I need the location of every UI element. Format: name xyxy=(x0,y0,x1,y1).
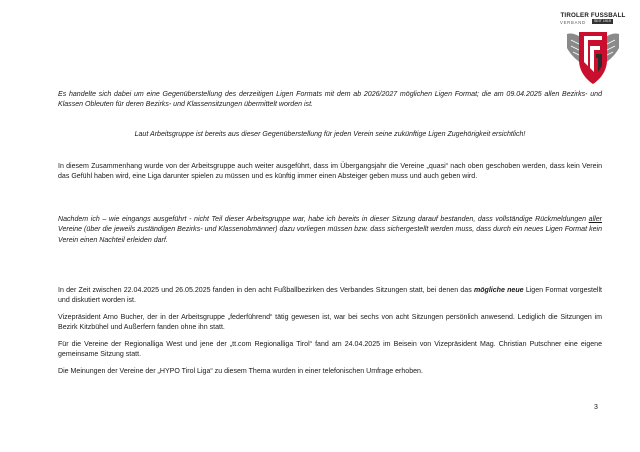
paragraph-working-group-note: Laut Arbeitsgruppe ist bereits aus dieser Gegenüberstellung für jeden Verein seine zukünftige Ligen Zugehörigkeit ersichtlich! xyxy=(134,131,526,138)
paragraph-text: Ligen Format vorgestellt und diskutiert worden ist. xyxy=(58,287,602,305)
paragraph-feedback-requirement xyxy=(58,215,602,246)
logo-title: TIROLER FUSSBALL xyxy=(560,12,626,19)
paragraph-transition-year: In diesem Zusammenhang wurde von der Arbeitsgruppe auch weiter ausgeführt, dass im Übergangsjahr die Vereine „quasi“ nach oben geschoben werden, dass kein Verein das Gefühl haben wird, eine Liga darunter spielen zu müssen und es künftig immer einen Absteiger geben muss und auch geben wird. xyxy=(58,163,602,181)
logo-since: SEIT 1919 xyxy=(594,19,611,23)
paragraph-district-meetings xyxy=(58,286,602,307)
paragraph-text: Nachdem ich – wie eingangs ausgeführt - nicht Teil dieser Arbeitsgruppe war, habe ich bereits in dieser Sitzung darauf bestanden, dass vollständige Rückmeldungen xyxy=(58,216,589,223)
tfv-logo xyxy=(556,12,630,90)
page-number: 3 xyxy=(594,404,598,411)
emphasized-phrase: mögliche neue xyxy=(473,287,524,294)
logo-subtitle: VERBAND xyxy=(560,20,586,25)
underlined-word: aller xyxy=(588,216,602,223)
paragraph-text: Vereine (über die jeweils zuständigen Bezirks- und Klassenobmänner) dazu vorliegen müssen bzw. dass sichergestellt werden muss, dass durch ein neues Ligen Format kein Verein einen Nachteil erleiden darf. xyxy=(58,226,602,244)
eagle-emblem-icon xyxy=(563,26,623,90)
paragraph-hypo-liga-survey: Die Meinungen der Vereine der „HYPO Tirol Liga“ zu diesem Thema wurden in einer telefonischen Umfrage erhoben. xyxy=(58,368,423,375)
paragraph-format-comparison: Es handelte sich dabei um eine Gegenüberstellung des derzeitigen Ligen Formats mit dem ab 2026/2027 möglichen Ligen Format; die am 09.04.2025 allen Bezirks- und Klassen Obleuten für deren Bezirks- und Klassensitzungen übermittelt worden ist. xyxy=(58,91,602,109)
paragraph-regional-league-meeting: Für die Vereine der Regionalliga West und jene der „tt.com Regionalliga Tirol“ fand am 24.04.2025 im Beisein von Vizepräsident Mag. Christian Putschner eine eigene gemeinsame Sitzung statt. xyxy=(58,341,602,359)
paragraph-vice-president-attendance: Vizepräsident Arno Bucher, der in der Arbeitsgruppe „federführend“ tätig gewesen ist, war bei sechs von acht Sitzungen persönlich anwesend. Lediglich die Sitzungen im Bezirk Kitzbühel und Außerfern fanden ohne ihn statt. xyxy=(58,314,602,332)
paragraph-text: In der Zeit zwischen 22.04.2025 und 26.05.2025 fanden in den acht Fußballbezirken des Verbandes Sitzungen statt, bei denen das xyxy=(58,287,474,294)
